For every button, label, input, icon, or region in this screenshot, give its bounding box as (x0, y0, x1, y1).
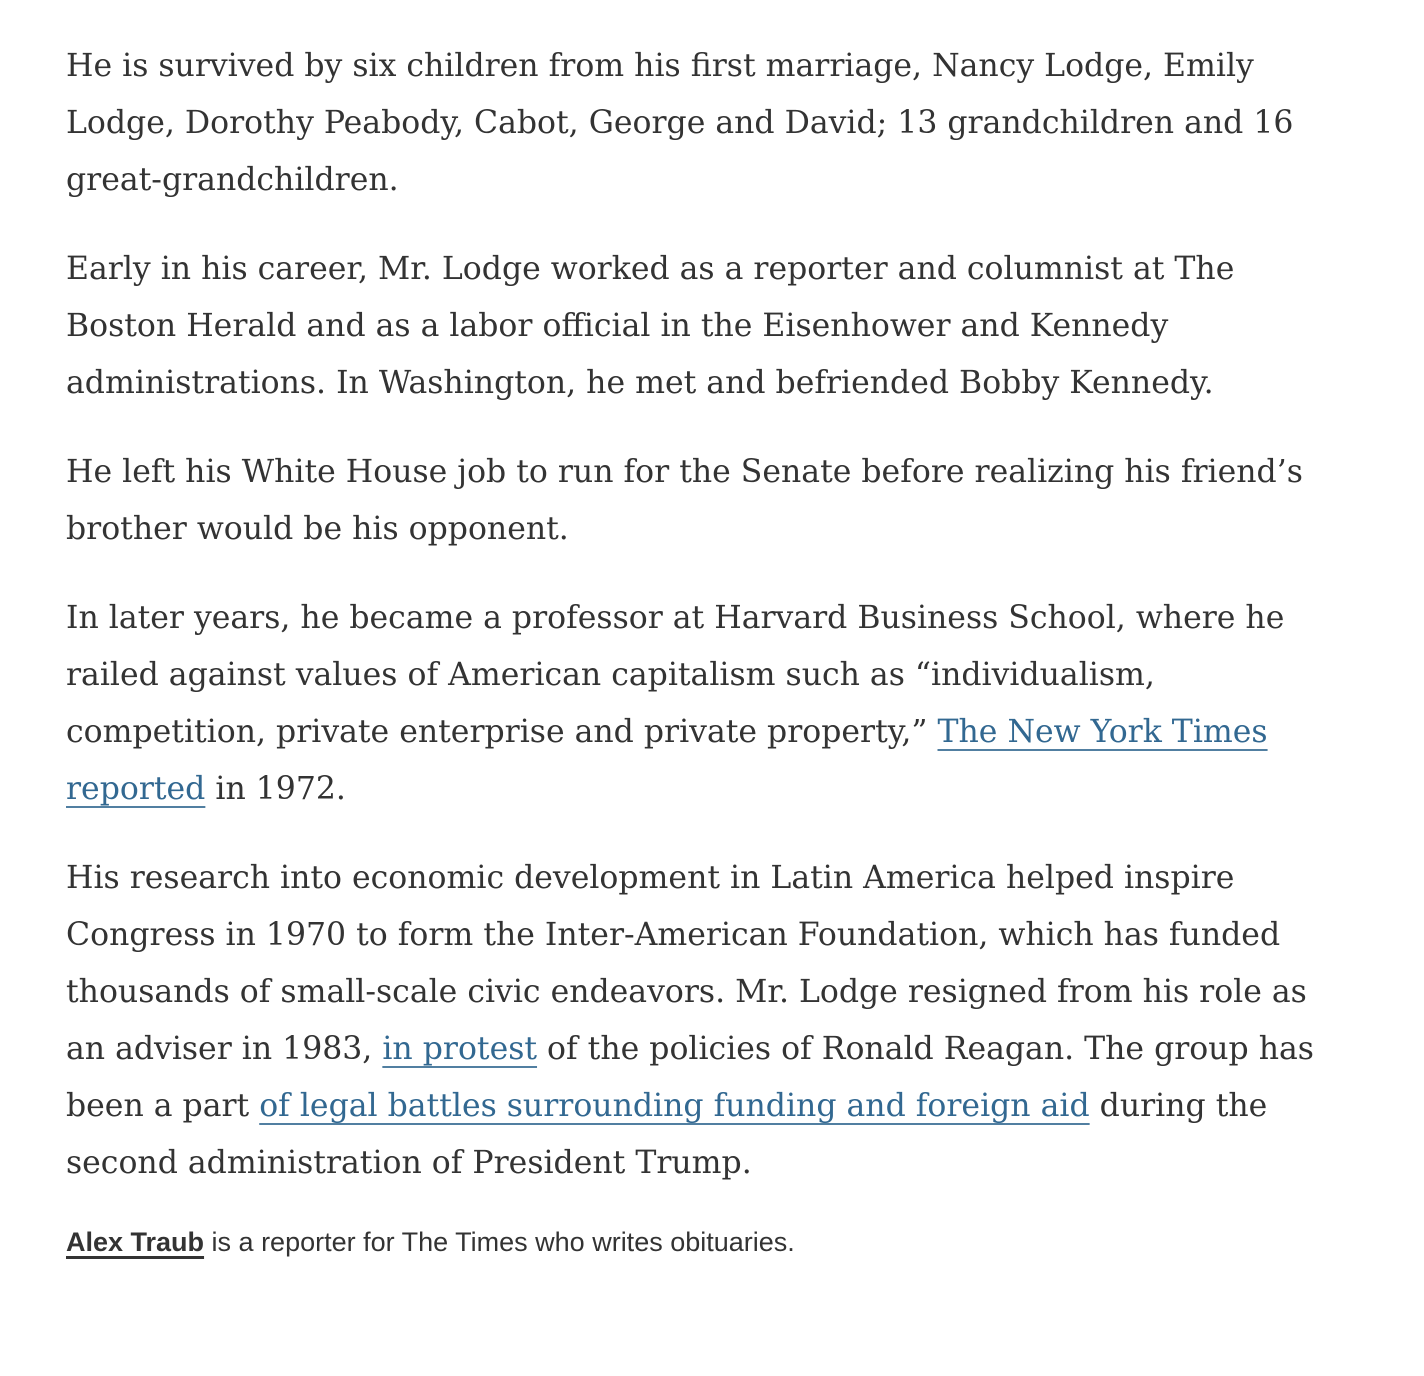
byline (66, 1224, 1347, 1260)
paragraph-text: in 1972. (205, 771, 346, 807)
paragraph (66, 241, 1347, 412)
paragraph-text: In later years, he became a professor at Harvard Business School, where he railed against values of American capitalism such as “individualism, competition, private enterprise and private property,” (66, 600, 1285, 750)
paragraph (66, 850, 1347, 1192)
paragraph-text: He left his White House job to run for the Senate before realizing his friend’s brother would be his opponent. (66, 454, 1303, 547)
legal-battles-funding-foreign-aid-link[interactable]: of legal battles surrounding funding and foreign aid (259, 1088, 1090, 1124)
article-paragraphs (66, 38, 1347, 1192)
paragraph (66, 38, 1347, 209)
in-protest-link[interactable]: in protest (382, 1031, 538, 1067)
paragraph-text: He is survived by six children from his first marriage, Nancy Lodge, Emily Lodge, Dorothy Peabody, Cabot, George and David; 13 grandchildren and 16 great-grandchildren. (66, 48, 1294, 198)
paragraph-text: Early in his career, Mr. Lodge worked as a reporter and columnist at The Boston Herald and as a labor official in the Eisenhower and Kennedy administrations. In Washington, he met and befriended Bobby Kennedy. (66, 251, 1235, 401)
paragraph-text: of the policies of Ronald Reagan. The group has been a part (66, 1031, 1314, 1124)
paragraph-text: during the second administration of President Trump. (66, 1088, 1268, 1181)
paragraph (66, 444, 1347, 558)
nyt-1972-report-link[interactable]: The New York Times reported (66, 714, 1268, 807)
byline-text: is a reporter for The Times who writes obituaries. (204, 1227, 795, 1257)
paragraph-text: His research into economic development in Latin America helped inspire Congress in 1970 to form the Inter-American Foundation, which has funded thousands of small-scale civic endeavors. Mr. Lodge resigned from his role as an adviser in 1983, (66, 860, 1307, 1067)
byline-author-link[interactable]: Alex Traub (66, 1227, 205, 1257)
paragraph (66, 590, 1347, 818)
article-body (66, 38, 1347, 1260)
